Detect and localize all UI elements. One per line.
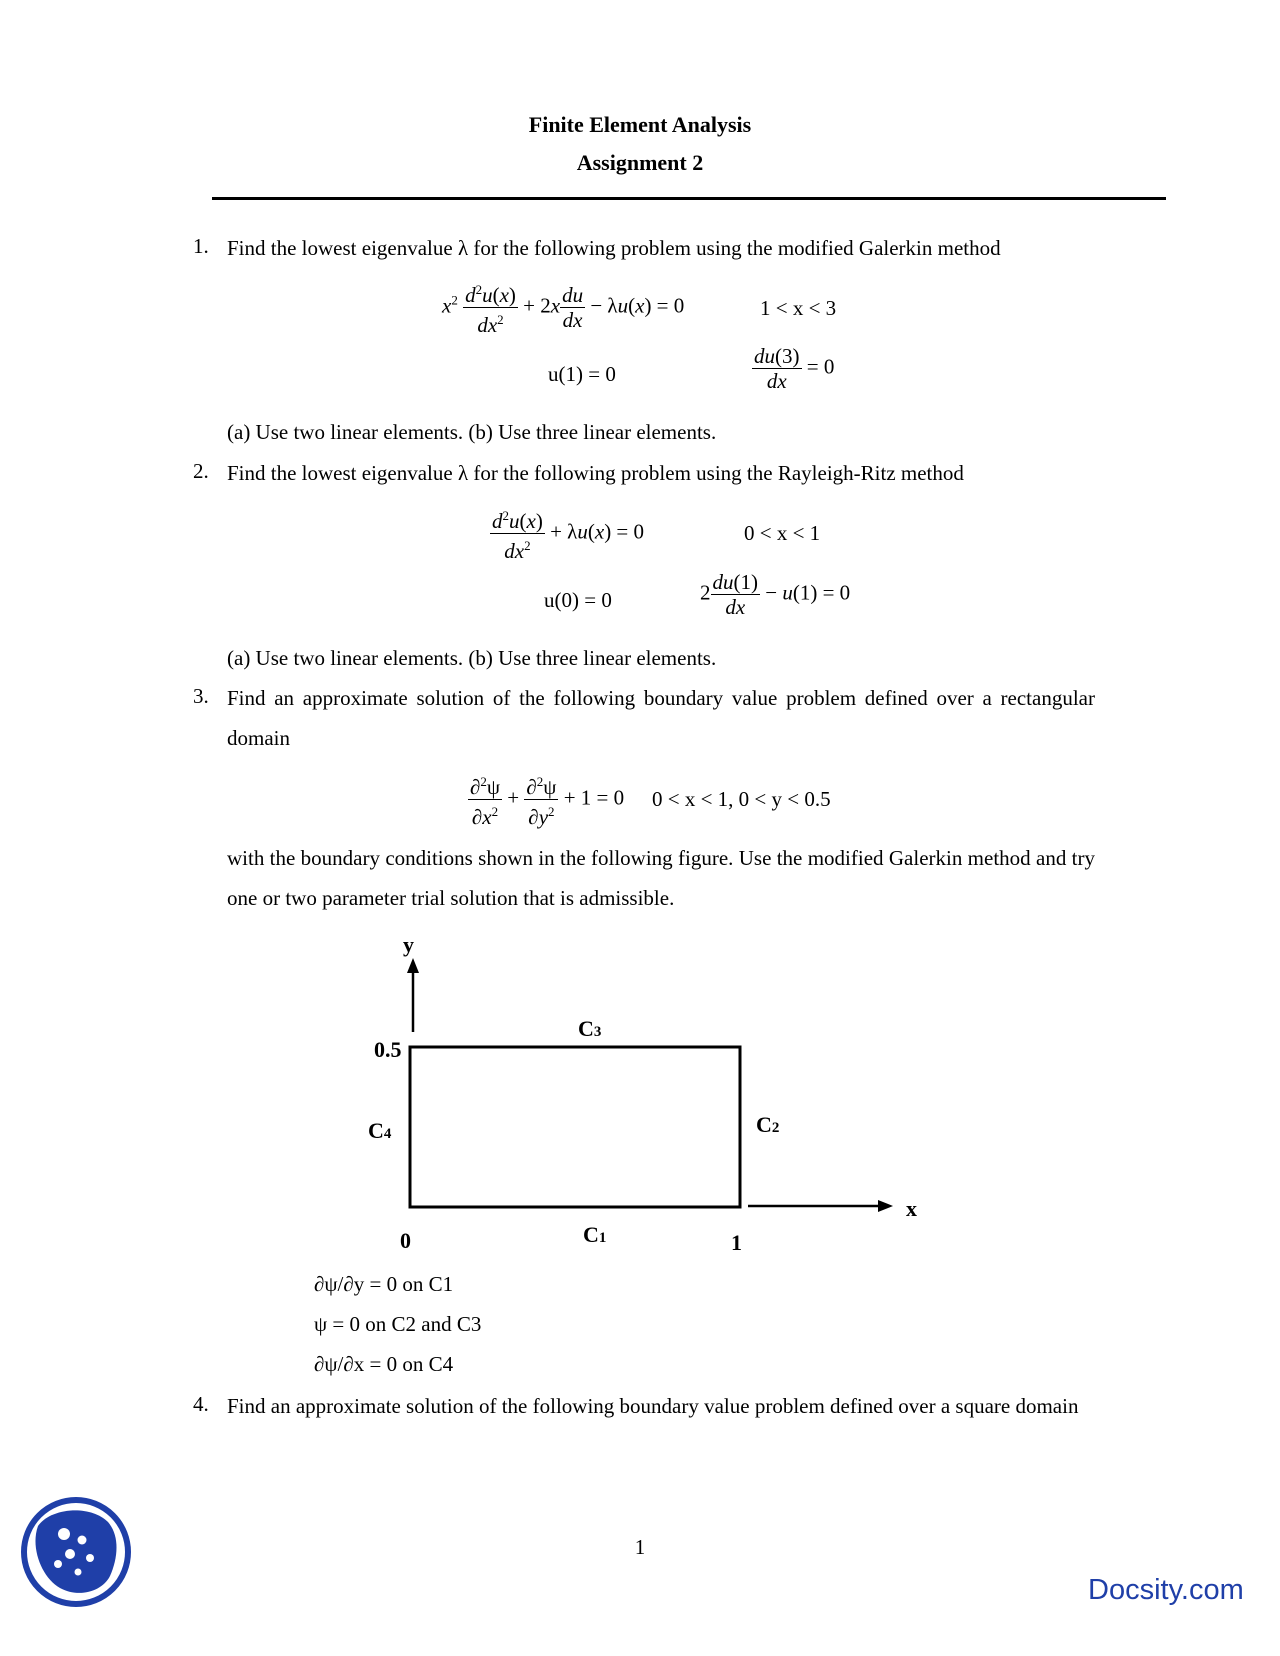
problem-2-bc-right: 2 $\frac{du(1)}{dx}$ − u(1) = 0 xyxy=(700,570,851,619)
problem-2-parts: (a) Use two linear elements. (b) Use three linear elements. xyxy=(227,646,717,670)
problem-4-number: 4. xyxy=(193,1392,209,1416)
problem-4-text: Find an approximate solution of the following boundary value problem defined over a square domain xyxy=(227,1394,1079,1418)
problem-1-parts: (a) Use two linear elements. (b) Use three linear elements. xyxy=(227,420,717,444)
x-axis-arrowhead xyxy=(878,1200,893,1212)
problem-2-bc-left: u(0) = 0 xyxy=(544,588,612,612)
docsity-logo-icon xyxy=(20,1496,132,1608)
edge-c1-label: C1 xyxy=(583,1222,607,1247)
edge-c4-label: C4 xyxy=(368,1118,392,1143)
problem-3-equation: $\frac{\partial^2\psi}{\partial x^2}$ + $\frac{\partial^2\psi}{\partial y^2}$ + 1 = 0 xyxy=(468,770,624,829)
problem-2-equation: $\frac{d^2u(x)}{dx^2}$ + λu(x) = 0 xyxy=(490,504,644,563)
edge-c2-label: C2 xyxy=(756,1112,780,1137)
domain-rectangle xyxy=(410,1047,740,1207)
problem-3-text: Find an approximate solution of the following boundary value problem defined over a rectangular domain xyxy=(227,686,1095,750)
document-subtitle: Assignment 2 xyxy=(576,150,704,175)
figure-y-top-label: 0.5 xyxy=(374,1037,402,1062)
figure-x-axis-label: x xyxy=(906,1196,917,1221)
problem-3-domain: 0 < x < 1, 0 < y < 0.5 xyxy=(652,787,831,811)
figure-origin-label: 0 xyxy=(400,1228,411,1253)
bc-c1: ∂ψ/∂y = 0 on C1 xyxy=(314,1272,454,1296)
problem-1-equation: $x^2$ $\frac{d^2u(x)}{dx^2}$ + 2x $\frac{du}{dx}$ − λu(x) = 0 xyxy=(442,278,684,337)
problem-1-bc-right: $\frac{du(3)}{dx}$ = 0 xyxy=(754,344,835,393)
problem-1-text: Find the lowest eigenvalue λ for the following problem using the modified Galerkin method xyxy=(227,236,1001,260)
problem-1-number: 1. xyxy=(193,234,209,258)
edge-c3-label: C3 xyxy=(578,1016,602,1041)
figure-y-axis-label: y xyxy=(403,932,414,957)
problem-3-number: 3. xyxy=(193,684,209,708)
docsity-brand[interactable]: Docsity.com xyxy=(1088,1574,1244,1606)
bc-c2-c3: ψ = 0 on C2 and C3 xyxy=(314,1312,482,1336)
problem-2-text: Find the lowest eigenvalue λ for the following problem using the Rayleigh-Ritz method xyxy=(227,461,964,485)
y-axis-arrowhead xyxy=(407,958,419,973)
figure-x-right-label: 1 xyxy=(731,1230,742,1255)
bc-c4: ∂ψ/∂x = 0 on C4 xyxy=(314,1352,454,1376)
problem-2-number: 2. xyxy=(193,459,209,483)
page-number: 1 xyxy=(634,1535,646,1559)
problem-3-text-2: with the boundary conditions shown in the following figure. Use the modified Galerkin method and try one or two parameter trial solution that is admissible. xyxy=(227,846,1095,910)
document-title: Finite Element Analysis xyxy=(528,112,752,137)
problem-1-domain: 1 < x < 3 xyxy=(760,296,837,320)
problem-1-bc-left: u(1) = 0 xyxy=(548,362,616,386)
problem-2-domain: 0 < x < 1 xyxy=(744,521,821,545)
